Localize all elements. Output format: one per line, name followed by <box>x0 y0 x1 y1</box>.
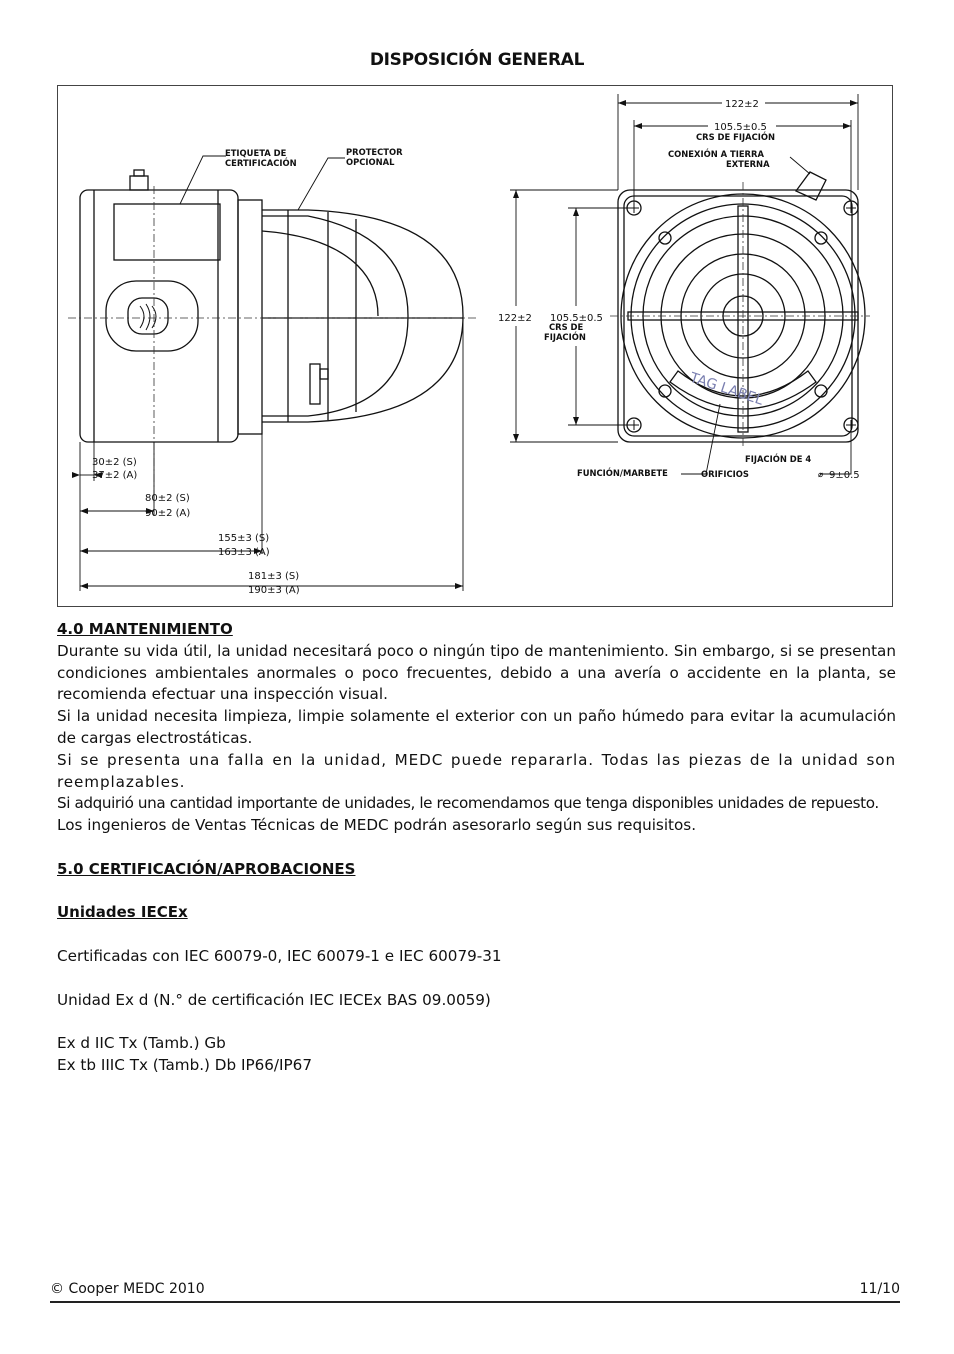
label-etiqueta-1: ETIQUETA DE <box>225 148 287 158</box>
page-content <box>57 619 896 1077</box>
side-port <box>106 281 198 351</box>
certification-label-plate <box>114 204 220 260</box>
label-fijacion-1: FIJACIÓN DE 4 <box>745 454 812 464</box>
label-crs-side-2: FIJACIÓN <box>544 332 586 342</box>
dim-9: 9±0.5 <box>829 470 860 481</box>
dim-155s: 155±3 (S) <box>218 533 270 544</box>
housing-body <box>80 190 238 442</box>
label-protector-1: PROTECTOR <box>346 147 403 157</box>
footer-rule <box>50 1301 900 1303</box>
maintenance-p2: Si la unidad necesita limpieza, limpie solamente el exterior con un paño húmedo para evitar la acumulación de cargas electrostáticas. <box>57 707 896 747</box>
label-etiqueta-2: CERTIFICACIÓN <box>225 158 297 168</box>
flange <box>238 200 262 434</box>
maintenance-heading: 4.0 MANTENIMIENTO <box>57 620 233 638</box>
maintenance-p4: Si adquirió una cantidad importante de unidades, le recomendamos que tenga disponibles unidades de repuesto. <box>57 794 879 813</box>
page-title: DISPOSICIÓN GENERAL <box>369 50 585 70</box>
label-conexion-2: EXTERNA <box>726 159 770 169</box>
dim-105-side: 105.5±0.5 <box>550 313 603 324</box>
certification-line2: Unidad Ex d (N.° de certificación IEC IECEx BAS 09.0059) <box>57 990 491 1009</box>
tag-label-text: TAG LABEL <box>687 369 766 409</box>
maintenance-p5: Los ingenieros de Ventas Técnicas de MEDC podrán asesorarlo según sus requisitos. <box>57 816 697 835</box>
certification-subheading: Unidades IECEx <box>57 903 188 922</box>
footer-page-number: 11/10 <box>859 1281 900 1297</box>
dim-105-top: 105.5±0.5 <box>714 122 767 133</box>
label-crs-side-1: CRS DE <box>549 322 584 332</box>
label-fijacion-2: ORIFICIOS <box>701 469 749 479</box>
label-conexion-1: CONEXIÓN A TIERRA <box>668 149 764 159</box>
technical-drawing-svg <box>58 86 894 608</box>
dim-80s: 80±2 (S) <box>145 493 190 504</box>
diameter-icon: ⌀ <box>818 469 824 479</box>
dim-163a: 163±3 (A) <box>218 547 270 558</box>
certification-line1: Certificadas con IEC 60079-0, IEC 60079-1 e IEC 60079-31 <box>57 946 502 965</box>
dim-90a: 90±2 (A) <box>145 508 191 519</box>
dim-122-side: 122±2 <box>498 313 532 324</box>
dim-30s: 30±2 (S) <box>92 457 137 468</box>
label-crs-top: CRS DE FIJACIÓN <box>696 132 775 142</box>
optional-guard <box>262 210 463 422</box>
certification-line3: Ex d IIC Tx (Tamb.) Gb <box>57 1034 226 1053</box>
maintenance-p3: Si se presenta una falla en la unidad, MEDC puede repararla. Todas las piezas de la unidad son reemplazables. <box>57 750 896 791</box>
lens-dome <box>262 216 408 416</box>
dim-181s: 181±3 (S) <box>248 571 300 582</box>
dim-37a: 37±2 (A) <box>92 470 138 481</box>
cable-gland <box>130 176 148 190</box>
label-funcion: FUNCIÓN/MARBETE <box>577 468 668 478</box>
maintenance-p1: Durante su vida útil, la unidad necesitará poco o ningún tipo de mantenimiento. Sin embargo, si se presentan condiciones ambientales anormales o poco frecuentes, debido a una avería o accidente en la planta, se recomienda efectuar una inspección visual. <box>57 641 896 704</box>
certification-heading: 5.0 CERTIFICACIÓN/APROBACIONES <box>57 859 356 878</box>
dim-122-top: 122±2 <box>725 99 759 110</box>
general-arrangement-drawing <box>57 85 893 607</box>
label-protector-2: OPCIONAL <box>346 157 395 167</box>
certification-line4: Ex tb IIIC Tx (Tamb.) Db IP66/IP67 <box>57 1055 313 1074</box>
dim-190a: 190±3 (A) <box>248 585 300 596</box>
footer-copyright: © Cooper MEDC 2010 <box>50 1281 205 1297</box>
